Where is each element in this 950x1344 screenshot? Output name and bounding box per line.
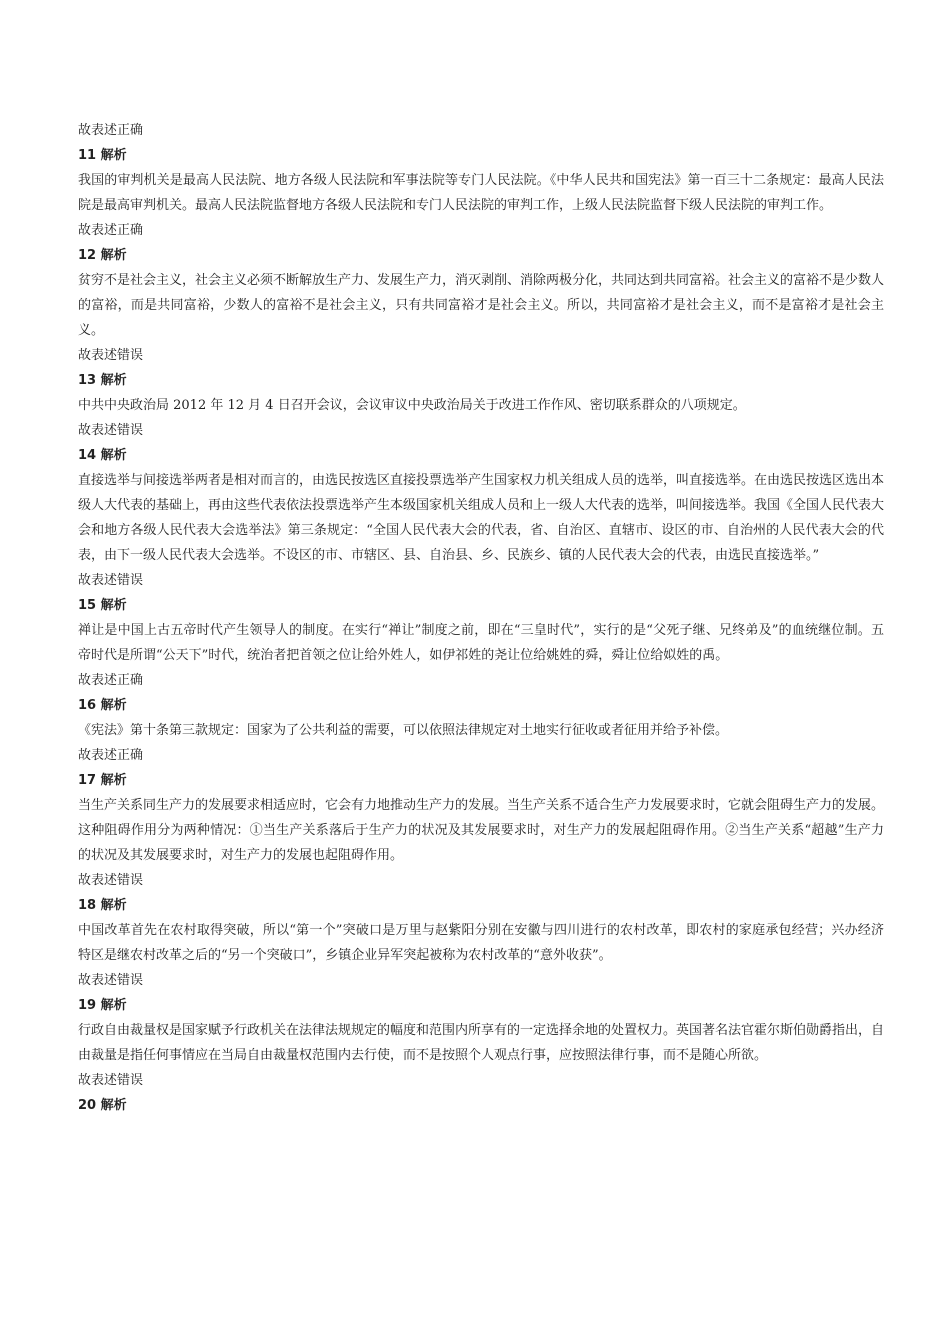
explanation-15: 禅让是中国上古五帝时代产生领导人的制度。在实行“禅让”制度之前，即在“三皇时代”，实行的是“父死子继、兄终弟及”的血统继位制。五帝时代是所谓“公天下”时代，统治者把首领之位让给外姓人，如伊祁姓的尧让位给姚姓的舜，舜让位给姒姓的禹。 xyxy=(78,623,884,663)
conclusion-19: 故表述错误 xyxy=(78,1073,144,1088)
heading-11: 11 解析 xyxy=(78,148,127,163)
conclusion-13: 故表述错误 xyxy=(78,423,144,438)
conclusion-12: 故表述错误 xyxy=(78,348,144,363)
heading-16: 16 解析 xyxy=(78,698,127,713)
conclusion-18: 故表述错误 xyxy=(78,973,144,988)
explanation-17: 当生产关系同生产力的发展要求相适应时，它会有力地推动生产力的发展。当生产关系不适合生产力发展要求时，它就会阻碍生产力的发展。这种阻碍作用分为两种情况：①当生产关系落后于生产力的状况及其发展要求时，对生产力的发展起阻碍作用。②当生产关系“超越”生产力的状况及其发展要求时，对生产力的发展也起阻碍作用。 xyxy=(78,798,885,863)
explanation-16: 《宪法》第十条第三款规定：国家为了公共利益的需要，可以依照法律规定对土地实行征收或者征用并给予补偿。 xyxy=(78,723,729,738)
heading-19: 19 解析 xyxy=(78,998,127,1013)
heading-17: 17 解析 xyxy=(78,773,127,788)
conclusion-14: 故表述错误 xyxy=(78,573,144,588)
heading-15: 15 解析 xyxy=(78,598,127,613)
explanation-13: 中共中央政治局 2012 年 12 月 4 日召开会议，会议审议中央政治局关于改进工作作风、密切联系群众的八项规定。 xyxy=(78,398,746,413)
heading-18: 18 解析 xyxy=(78,898,127,913)
conclusion-11: 故表述正确 xyxy=(78,223,144,238)
heading-14: 14 解析 xyxy=(78,448,127,463)
conclusion-17: 故表述错误 xyxy=(78,873,144,888)
heading-20: 20 解析 xyxy=(78,1098,127,1113)
document-page xyxy=(78,118,884,1118)
conclusion-15: 故表述正确 xyxy=(78,673,144,688)
heading-12: 12 解析 xyxy=(78,248,127,263)
conclusion-16: 故表述正确 xyxy=(78,748,144,763)
conclusion-text: 故表述正确 xyxy=(78,123,144,138)
explanation-18: 中国改革首先在农村取得突破，所以“第一个”突破口是万里与赵紫阳分别在安徽与四川进行的农村改革，即农村的家庭承包经营；兴办经济特区是继农村改革之后的“另一个突破口”，乡镇企业异军突起被称为农村改革的“意外收获”。 xyxy=(78,923,884,963)
explanation-11: 我国的审判机关是最高人民法院、地方各级人民法院和军事法院等专门人民法院。《中华人民共和国宪法》第一百三十二条规定：最高人民法院是最高审判机关。最高人民法院监督地方各级人民法院和专门人民法院的审判工作，上级人民法院监督下级人民法院的审判工作。 xyxy=(78,173,884,213)
explanation-14: 直接选举与间接选举两者是相对而言的，由选民按选区直接投票选举产生国家权力机关组成人员的选举，叫直接选举。在由选民按选区选出本级人大代表的基础上，再由这些代表依法投票选举产生本级国家机关组成人员和上一级人大代表的选举，叫间接选举。我国《全国人民代表大会和地方各级人民代表大会选举法》第三条规定：“全国人民代表大会的代表，省、自治区、直辖市、设区的市、自治州的人民代表大会的代表，由下一级人民代表大会选举。不设区的市、市辖区、县、自治县、乡、民族乡、镇的人民代表大会的代表，由选民直接选举。” xyxy=(78,473,885,563)
explanation-19: 行政自由裁量权是国家赋予行政机关在法律法规规定的幅度和范围内所享有的一定选择余地的处置权力。英国著名法官霍尔斯伯勋爵指出，自由裁量是指任何事情应在当局自由裁量权范围内去行使，而不是按照个人观点行事，应按照法律行事，而不是随心所欲。 xyxy=(78,1023,885,1063)
explanation-12: 贫穷不是社会主义，社会主义必须不断解放生产力、发展生产力，消灭剥削、消除两极分化，共同达到共同富裕。社会主义的富裕不是少数人的富裕，而是共同富裕，少数人的富裕不是社会主义，只有共同富裕才是社会主义。所以，共同富裕才是社会主义，而不是富裕才是社会主义。 xyxy=(78,273,885,338)
heading-13: 13 解析 xyxy=(78,373,127,388)
